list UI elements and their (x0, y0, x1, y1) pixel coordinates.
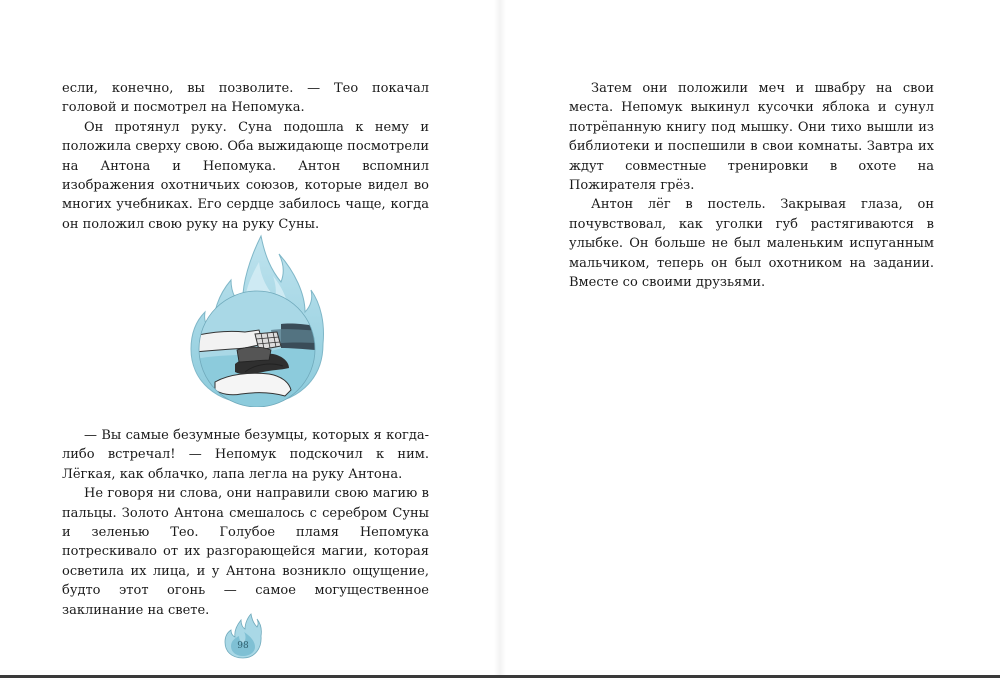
flame-hands-illustration (185, 232, 330, 407)
paragraph: Антон лёг в постель. Закрывая глаза, он почувствовал, как уголки губ растягиваются в улыбке. Он больше не был маленьким испуганным мальчиком, теперь он был охотником на задании. Вместе со своими друзьями. (569, 197, 934, 291)
paragraph: — Вы самые безумные безумцы, которых я когда-либо встречал! — Непомук подскочил к ним. Лёгкая, как облачко, лапа легла на руку Антона. (62, 428, 429, 482)
left-page-bottom-text (62, 426, 429, 620)
paragraph: Затем они положили меч и швабру на свои места. Непомук выкинул кусочки яблока и сунул потрёпанную книгу под мышку. Они тихо вышли из библиотеки и поспешили в свои комнаты. Завтра их ждут совместные тренировки в охоте на Пожирателя грёз. (569, 81, 934, 194)
right-page-text (569, 79, 934, 292)
left-page-top-text (62, 79, 429, 234)
page-number-flame-icon (222, 612, 264, 660)
paragraph: если, конечно, вы позволите. — Тео покачал головой и посмотрел на Непомука. (62, 81, 429, 116)
page-gutter (494, 0, 506, 678)
page-number: 98 (237, 641, 249, 651)
paragraph: Не говоря ни слова, они направили свою магию в пальцы. Золото Антона смешалось с серебром Суны и зеленью Тео. Голубое пламя Непомука потрескивало от их разгорающейся магии, которая осветила их лица, и у Антона возникло ощущение, будто этот огонь — самое могущественное заклинание на свете. (62, 486, 429, 618)
paragraph: Он протянул руку. Суна подошла к нему и положила сверху свою. Оба выжидающе посмотрели на Антона и Непомука. Антон вспомнил изображения охотничьих союзов, которые видел во многих учебниках. Его сердце забилось чаще, когда он положил свою руку на руку Суны. (62, 119, 429, 232)
